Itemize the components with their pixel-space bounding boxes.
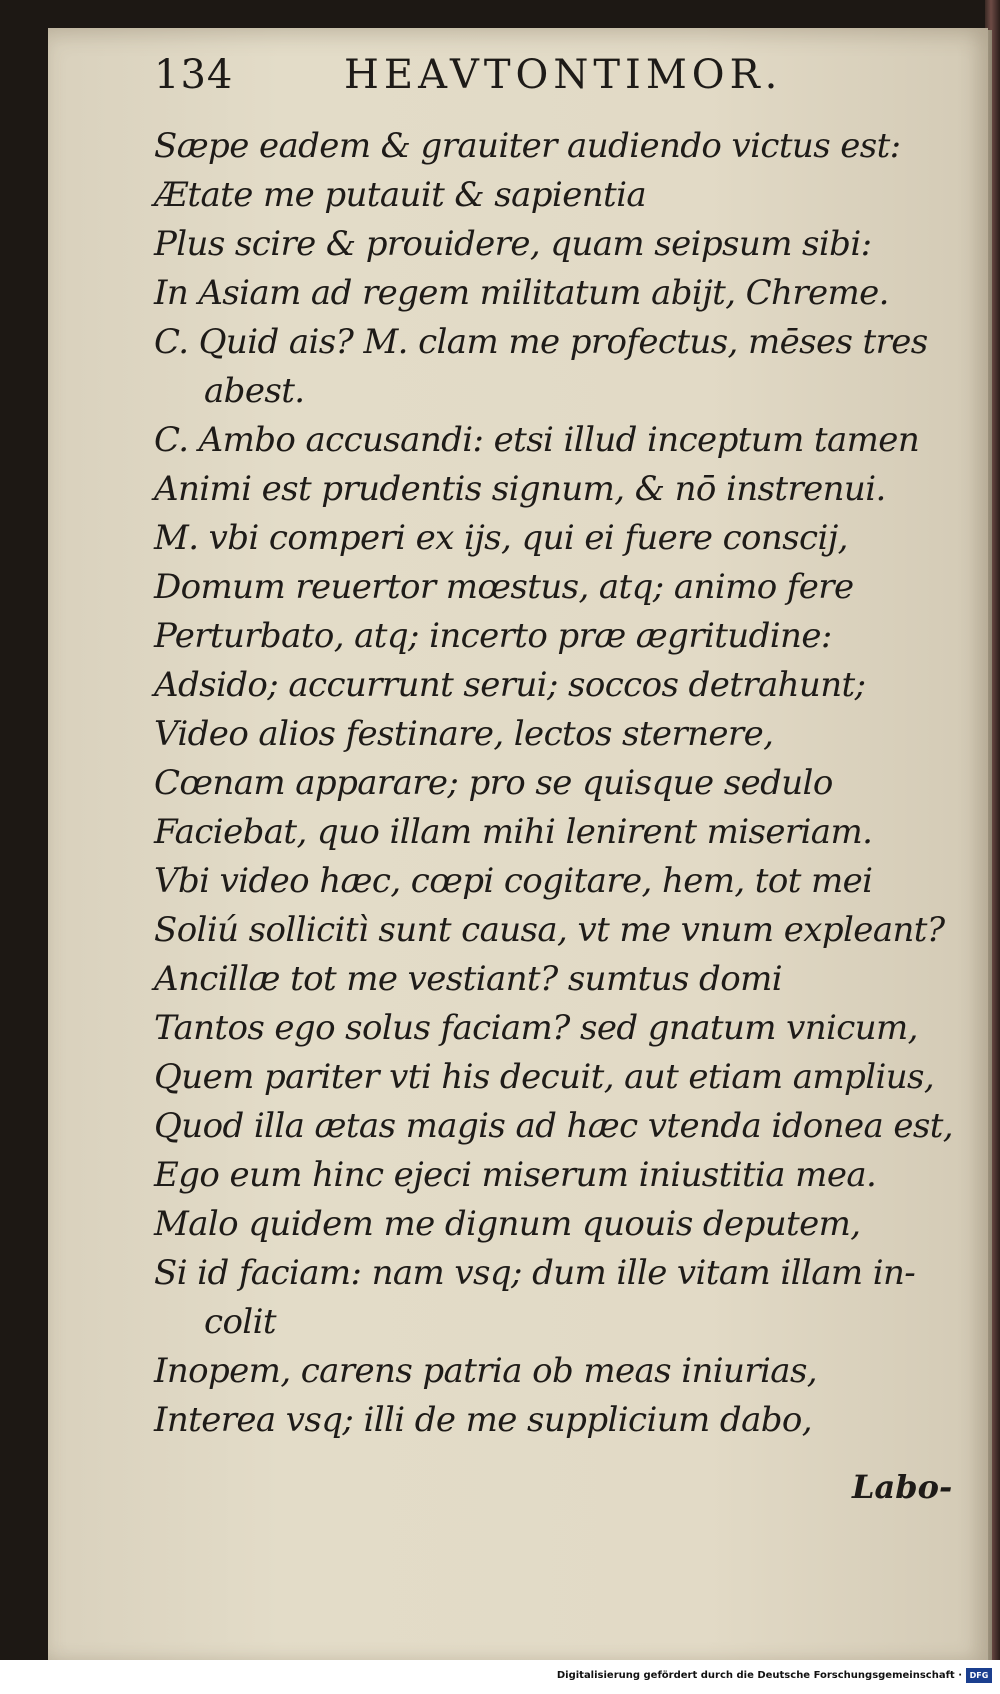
verse-line: Tantos ego solus faciam? sed gnatum vnicum,	[154, 1008, 918, 1048]
verse-text-block	[154, 122, 974, 1445]
verse-line: colit	[204, 1302, 276, 1342]
verse-line: Adsido; accurrunt serui; soccos detrahunt;	[154, 665, 866, 705]
verse-line: Video alios festinare, lectos sternere,	[154, 714, 774, 754]
verse-line: Perturbato, atq; incerto præ ægritudine:	[154, 616, 832, 656]
verse-line: Vbi video hæc, cœpi cogitare, hem, tot mei	[154, 861, 873, 901]
verse-line: Inopem, carens patria ob meas iniurias,	[154, 1351, 818, 1391]
running-title: HEAVTONTIMOR.	[344, 52, 783, 98]
page-header	[154, 52, 784, 112]
verse-line: Domum reuertor mœstus, atq; animo fere	[154, 567, 854, 607]
verse-line: M. vbi comperi ex ijs, qui ei fuere conscij,	[154, 518, 848, 558]
verse-line: Ancillæ tot me vestiant? sumtus domi	[154, 959, 782, 999]
footer-credit: Digitalisierung gefördert durch die Deutsche Forschungsgemeinschaft ·	[556, 1670, 962, 1681]
catchword: Labo-	[852, 1468, 953, 1506]
verse-line: Plus scire & prouidere, quam seipsum sibi:	[154, 224, 872, 264]
verse-line: Faciebat, quo illam mihi lenirent miseriam.	[154, 812, 873, 852]
verse-line: In Asiam ad regem militatum abijt, Chreme.	[154, 273, 889, 313]
verse-line: Si id faciam: nam vsq; dum ille vitam illam in-	[154, 1253, 916, 1293]
dfg-logo: DFG	[966, 1668, 992, 1683]
verse-line: C. Ambo accusandi: etsi illud inceptum tamen	[154, 420, 920, 460]
verse-line: Soliú sollicitì sunt causa, vt me vnum expleant?	[154, 910, 945, 950]
verse-line: Cœnam apparare; pro se quisque sedulo	[154, 763, 833, 803]
verse-line: Ætate me putauit & sapientia	[154, 175, 647, 215]
verse-line: Sæpe eadem & grauiter audiendo victus est:	[154, 126, 901, 166]
verse-line: Ego eum hinc ejeci miserum iniustitia mea.	[154, 1155, 877, 1195]
verse-line: Malo quidem me dignum quouis deputem,	[154, 1204, 861, 1244]
verse-line: abest.	[204, 371, 305, 411]
page-number: 134	[154, 52, 234, 98]
verse-line: Quod illa ætas magis ad hæc vtenda idonea est,	[154, 1106, 953, 1146]
verse-line: Quem pariter vti his decuit, aut etiam amplius,	[154, 1057, 935, 1097]
verse-line: Animi est prudentis signum, & nō instrenui.	[154, 469, 886, 509]
verse-line: C. Quid ais? M. clam me profectus, mēses tres	[154, 322, 928, 362]
digitization-footer	[0, 1660, 1000, 1694]
verse-line: Interea vsq; illi de me supplicium dabo,	[154, 1400, 812, 1440]
